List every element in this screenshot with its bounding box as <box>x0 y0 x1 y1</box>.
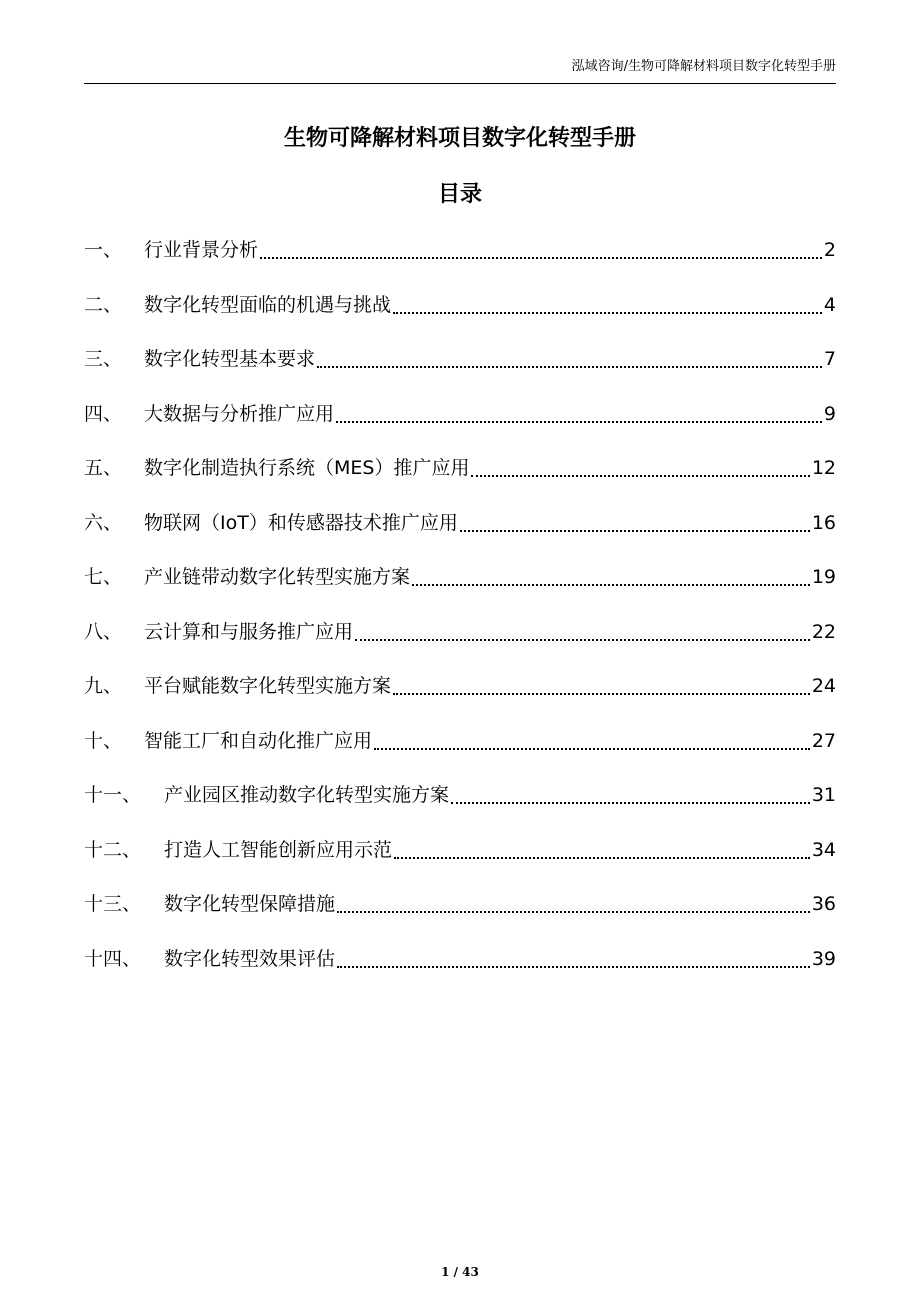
toc-entry-page: 19 <box>811 566 836 588</box>
toc-entry[interactable] <box>84 888 836 943</box>
toc-entry-number: 十三、 <box>84 893 142 915</box>
toc-entry-title: 数字化转型基本要求 <box>144 348 316 370</box>
toc-entry-page: 36 <box>811 893 836 915</box>
toc-dot-leader <box>374 725 810 750</box>
toc-entry-number: 十一、 <box>84 784 142 806</box>
toc-entry-title: 平台赋能数字化转型实施方案 <box>144 675 392 697</box>
toc-entry[interactable] <box>84 398 836 453</box>
toc-entry-number: 二、 <box>84 293 123 316</box>
toc-entry[interactable] <box>84 452 836 507</box>
toc-entry-title: 产业链带动数字化转型实施方案 <box>144 566 411 588</box>
toc-entry-title: 打造人工智能创新应用示范 <box>164 838 393 861</box>
toc-entry-page: 34 <box>811 838 836 861</box>
toc-dot-leader <box>260 234 822 259</box>
toc-entry-page: 16 <box>811 511 836 534</box>
document-title: 生物可降解材料项目数字化转型手册 <box>283 126 636 151</box>
toc-entry[interactable] <box>84 616 836 671</box>
toc-entry-page: 31 <box>811 784 836 806</box>
toc-heading: 目录 <box>437 182 482 207</box>
toc-entry-number: 三、 <box>84 348 123 370</box>
toc-entry-title: 数字化制造执行系统（MES）推广应用 <box>144 457 470 479</box>
toc-entry[interactable] <box>84 943 836 998</box>
toc-entry-title: 数字化转型面临的机遇与挑战 <box>144 293 392 316</box>
toc-dot-leader <box>412 561 810 586</box>
toc-entry[interactable] <box>84 507 836 562</box>
toc-entry[interactable] <box>84 561 836 616</box>
toc-dot-leader <box>451 779 810 804</box>
toc-entry[interactable] <box>84 234 836 289</box>
toc-entry[interactable] <box>84 834 836 889</box>
toc-entry-page: 9 <box>823 402 836 425</box>
toc-entry-number: 七、 <box>84 566 123 588</box>
toc-dot-leader <box>355 616 810 641</box>
toc-entry-title: 智能工厂和自动化推广应用 <box>144 729 373 752</box>
toc-entry-number: 四、 <box>84 402 123 425</box>
toc-dot-leader <box>393 670 810 695</box>
toc-dot-leader <box>337 888 810 913</box>
toc-entry-page: 4 <box>823 293 836 316</box>
toc-entry[interactable] <box>84 343 836 398</box>
toc-entry-page: 2 <box>823 239 836 261</box>
running-header: 泓域咨询/生物可降解材料项目数字化转型手册 <box>571 59 836 74</box>
toc-entry-number: 十二、 <box>84 838 142 861</box>
toc-entry-number: 十、 <box>84 729 123 752</box>
toc-entry-page: 22 <box>811 620 836 643</box>
toc-entry-title: 大数据与分析推广应用 <box>144 402 335 425</box>
toc-entry-page: 24 <box>811 675 836 697</box>
toc-entry[interactable] <box>84 289 836 344</box>
toc-dot-leader <box>393 289 822 314</box>
toc-entry-number: 九、 <box>84 675 123 697</box>
toc-entry-number: 一、 <box>84 239 123 261</box>
toc-entry-page: 12 <box>811 457 836 479</box>
toc-entry-number: 六、 <box>84 511 123 534</box>
toc-dot-leader <box>394 834 810 859</box>
toc-entry[interactable] <box>84 725 836 780</box>
toc-dot-leader <box>317 343 822 368</box>
toc-entry-title: 数字化转型保障措施 <box>164 893 336 915</box>
toc-entry-title: 物联网（IoT）和传感器技术推广应用 <box>144 511 458 534</box>
toc-entry-number: 八、 <box>84 620 123 643</box>
page-number-footer: 1 / 43 <box>441 1265 479 1279</box>
toc-entry-title: 数字化转型效果评估 <box>164 947 336 970</box>
toc-entry-page: 7 <box>823 348 836 370</box>
toc-entry-number: 五、 <box>84 457 123 479</box>
header-divider <box>84 83 836 84</box>
toc-entry[interactable] <box>84 779 836 834</box>
toc-entry-title: 云计算和与服务推广应用 <box>144 620 354 643</box>
toc-entry-number: 十四、 <box>84 947 142 970</box>
toc-dot-leader <box>471 452 809 477</box>
toc-entry-title: 产业园区推动数字化转型实施方案 <box>164 784 450 806</box>
toc-dot-leader <box>460 507 810 532</box>
toc-dot-leader <box>337 943 810 968</box>
toc-entry-page: 27 <box>811 729 836 752</box>
table-of-contents <box>84 234 836 997</box>
toc-entry-page: 39 <box>811 947 836 970</box>
toc-entry[interactable] <box>84 670 836 725</box>
toc-dot-leader <box>336 398 822 423</box>
toc-entry-title: 行业背景分析 <box>144 239 259 261</box>
